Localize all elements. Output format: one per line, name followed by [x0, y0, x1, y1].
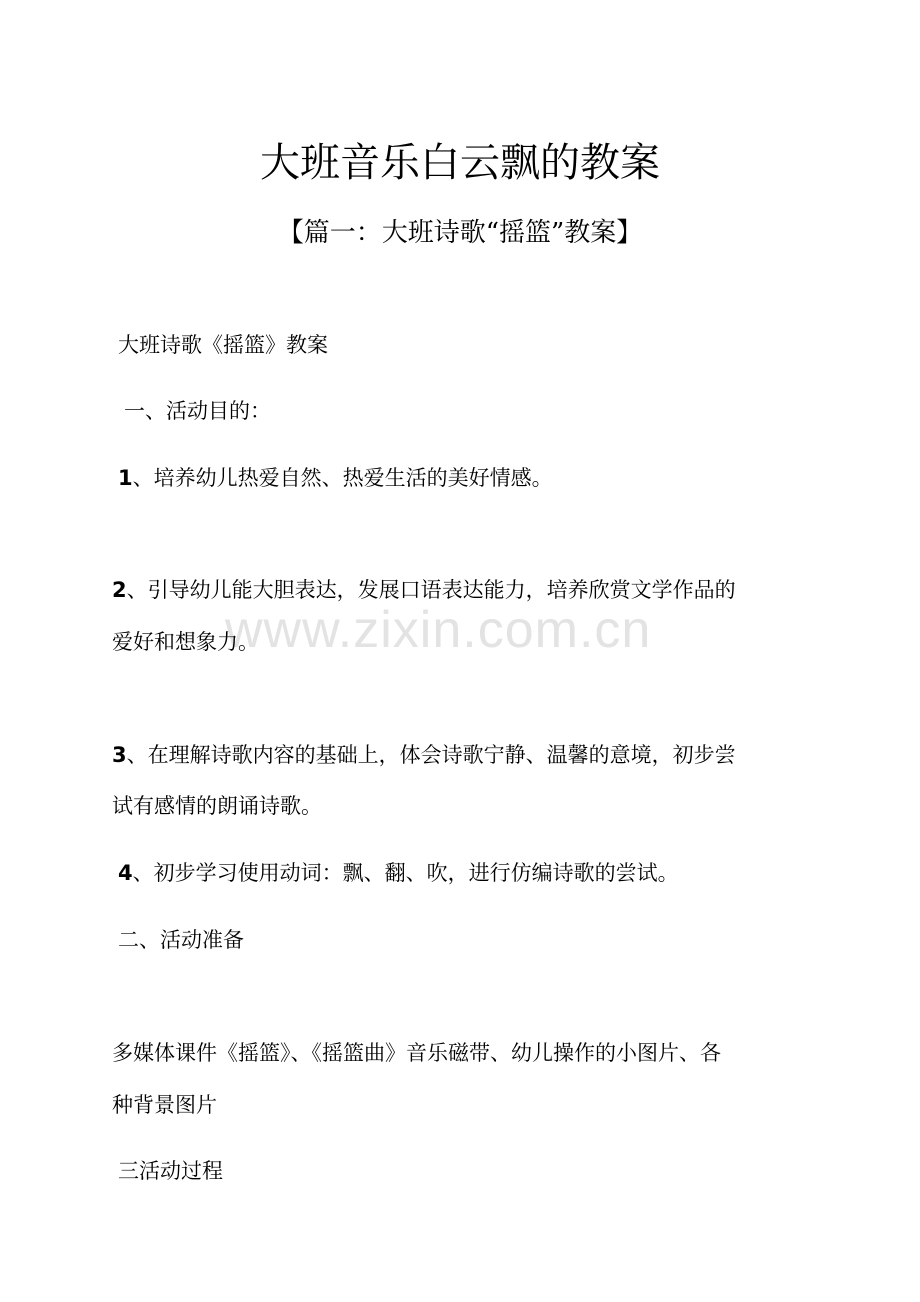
- goal-text: 、引导幼儿能大胆表达，发展口语表达能力，培养欣赏文学作品的: [126, 578, 736, 602]
- goal-item-3-continued: 试有感情的朗诵诗歌。: [112, 794, 322, 818]
- goal-number: 2: [112, 578, 127, 602]
- preparation-text: 多媒体课件《摇篮》、《摇篮曲》音乐磁带、幼儿操作的小图片、各: [112, 1041, 721, 1065]
- goal-item-2-continued: 爱好和想象力。: [112, 630, 259, 654]
- watermark: www.zixin.com.cn: [225, 601, 652, 659]
- goal-text: 、在理解诗歌内容的基础上，体会诗歌宁静、温馨的意境，初步尝: [126, 743, 736, 767]
- goal-item-2: [112, 575, 736, 605]
- document-subtitle: 【篇一：大班诗歌“摇篮”教案】: [277, 218, 643, 248]
- goal-text: 、培养幼儿热爱自然、热爱生活的美好情感。: [132, 466, 553, 490]
- section-heading-preparation: 二、活动准备: [118, 928, 244, 952]
- goal-item-3: [112, 740, 736, 770]
- goal-item-4: [118, 858, 679, 888]
- lesson-heading: 大班诗歌《摇篮》教案: [118, 333, 328, 357]
- section-heading-process: 三活动过程: [118, 1159, 223, 1183]
- section-heading-goals: 一、活动目的：: [124, 399, 271, 423]
- goal-number: 1: [118, 466, 133, 490]
- document-title: 大班音乐白云飘的教案: [260, 139, 660, 186]
- goal-text: 、初步学习使用动词：飘、翻、吹，进行仿编诗歌的尝试。: [132, 861, 679, 885]
- goal-number: 3: [112, 743, 127, 767]
- preparation-text-continued: 种背景图片: [112, 1093, 217, 1117]
- goal-number: 4: [118, 861, 133, 885]
- goal-item-1: [118, 463, 553, 493]
